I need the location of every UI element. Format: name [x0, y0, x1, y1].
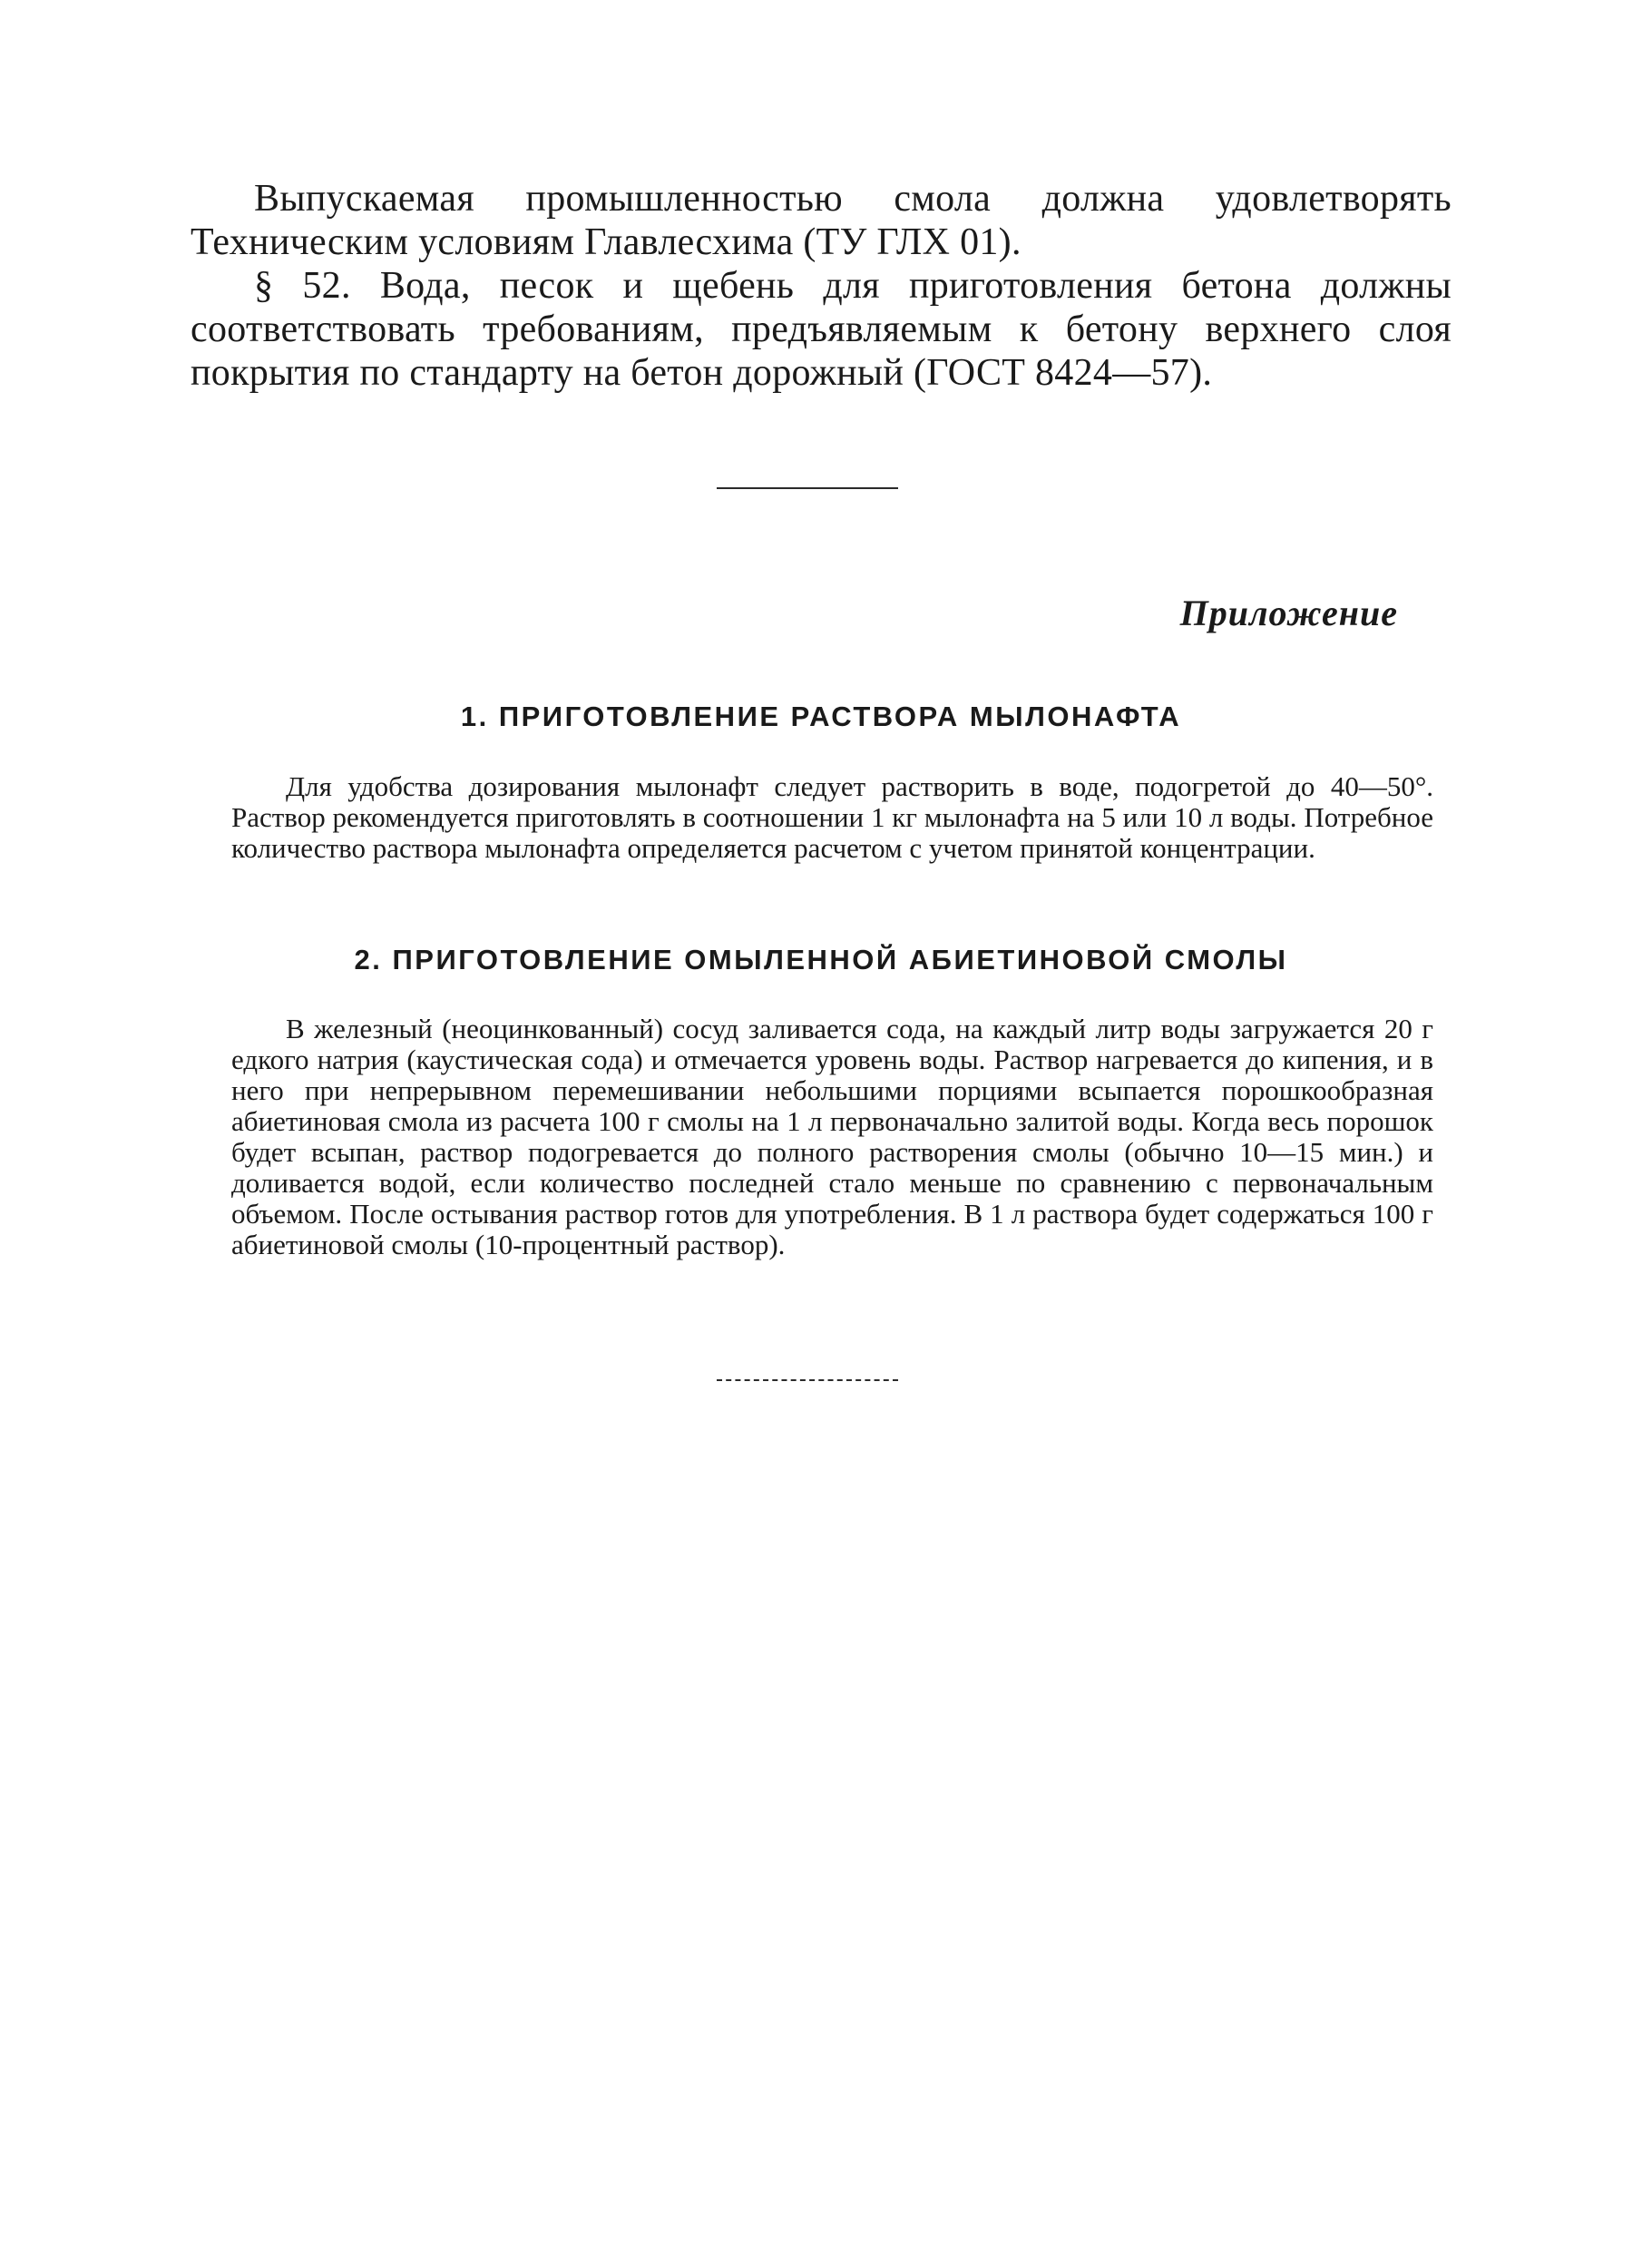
section-1-text-block — [231, 771, 1433, 864]
section-divider-top — [717, 487, 898, 489]
section-1-heading: 1. ПРИГОТОВЛЕНИЕ РАСТВОРА МЫЛОНАФТА — [460, 701, 1182, 732]
section-52-paragraph: § 52. Вода, песок и щебень для приготовления бетона должны соответствовать требованиям, предъявляемым к бетону верхнего слоя покрытия по стандарту на бетон дорожный (ГОСТ 8424—57). — [191, 265, 1452, 394]
section-2-heading: 2. ПРИГОТОВЛЕНИЕ ОМЫЛЕННОЙ АБИЕТИНОВОЙ СМОЛЫ — [354, 944, 1288, 975]
section-1-paragraph: Для удобства дозирования мылонафт следует растворить в воде, подогретой до 40—50°. Раствор рекомендуется приготовлять в соотношении 1 кг мылонафта на 5 или 10 л воды. Потребное количество раствора мылонафта определяется расчетом с учетом принятой концентрации. — [231, 770, 1433, 864]
section-2-text-block — [231, 1014, 1433, 1260]
top-text-block — [191, 177, 1452, 395]
section-divider-bottom — [717, 1379, 898, 1381]
resin-requirements-paragraph: Выпускаемая промышленностью смола должна удовлетворять Техническим условиям Главлесхима (ТУ ГЛХ 01). — [191, 178, 1452, 263]
section-2-paragraph: В железный (неоцинкованный) сосуд заливается сода, на каждый литр воды загружается 20 г едкого натрия (каустическая сода) и отмечается уровень воды. Раствор нагревается до кипения, и в него при непрерывном перемешивании небольшими порциями всыпается порошкообразная абиетиновая смола из расчета 100 г смолы на 1 л первоначально залитой воды. Когда весь порошок будет всыпан, раствор подогревается до полного растворения смолы (обычно 10—15 мин.) и доливается водой, если количество последней стало меньше по сравнению с первоначальным объемом. После остывания раствор готов для употребления. В 1 л раствора будет содержаться 100 г абиетиновой смолы (10-процентный раствор). — [231, 1013, 1433, 1260]
appendix-label: Приложение — [1179, 593, 1398, 633]
